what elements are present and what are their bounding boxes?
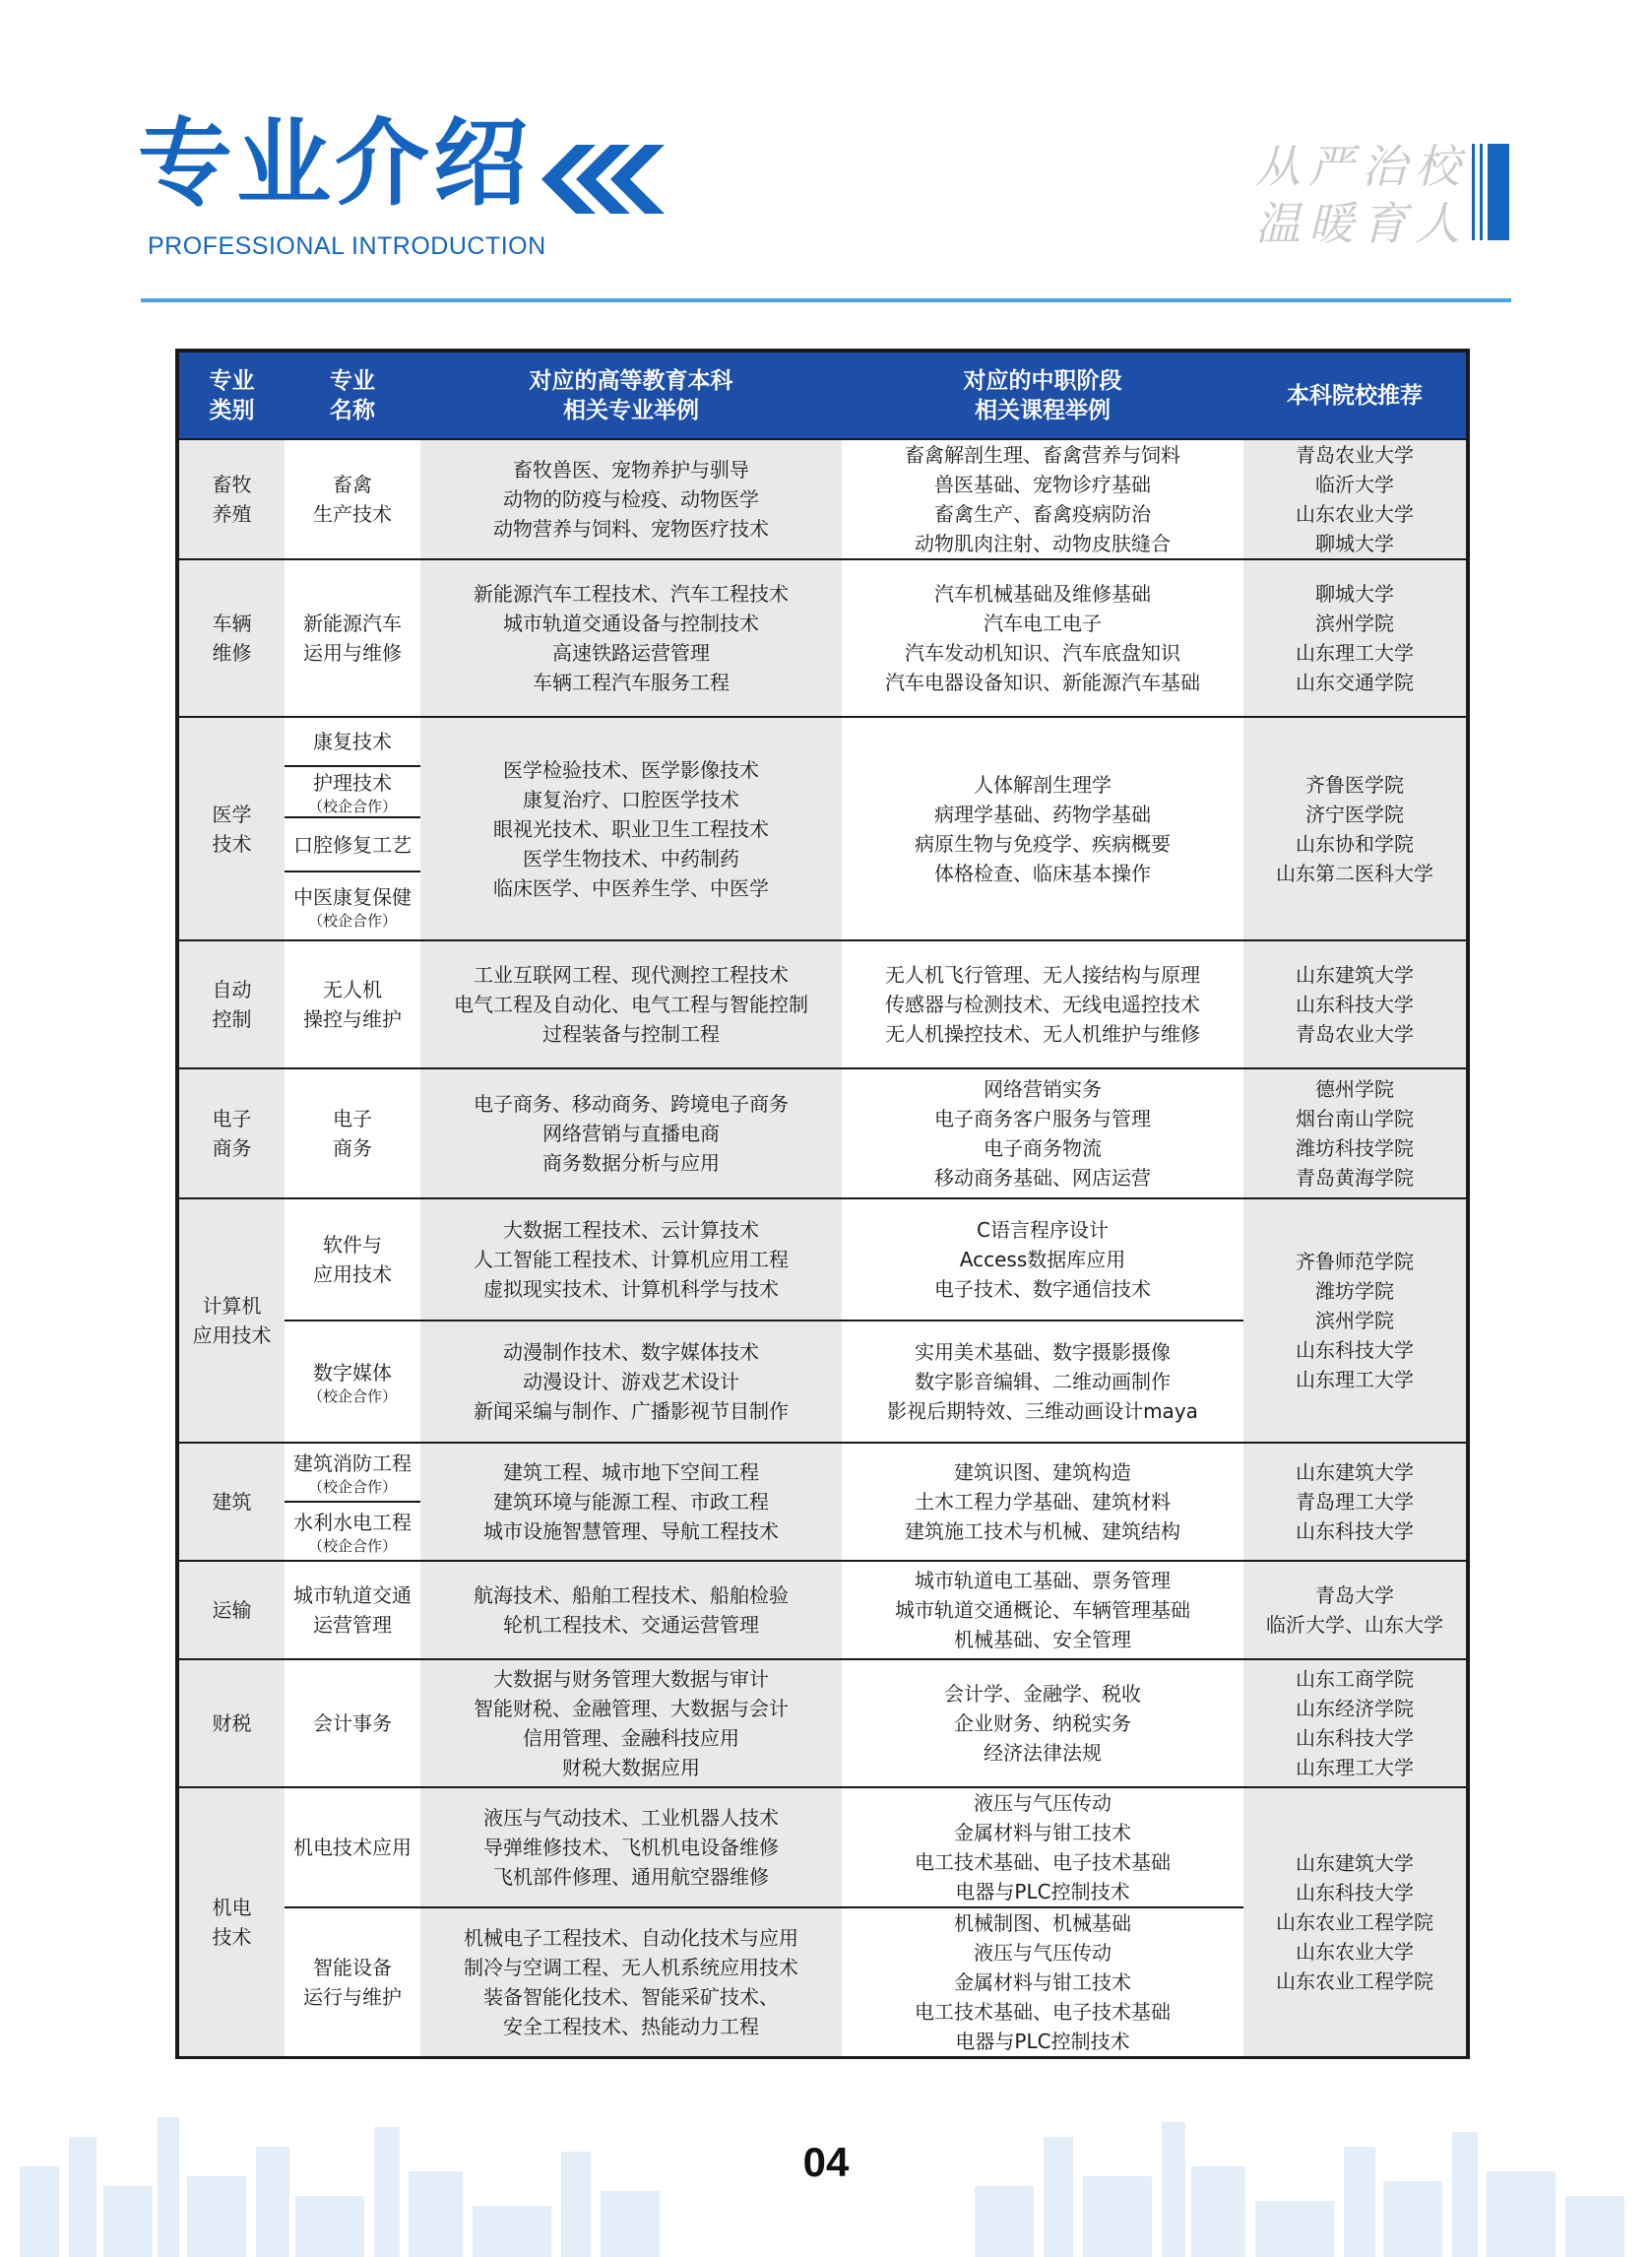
courses-cell: 城市轨道电工基础、票务管理 城市轨道交通概论、车辆管理基础 机械基础、安全管理 [842,1561,1243,1659]
motto-line-2: 温暖育人 [1255,197,1468,250]
major-name-text: 口腔修复工艺 [293,832,412,857]
schools-cell: 青岛农业大学 临沂大学 山东农业大学 聊城大学 [1243,439,1466,559]
category-cell: 计算机 应用技术 [179,1198,285,1443]
table-row [179,1561,1466,1659]
schools-cell: 山东建筑大学 青岛理工大学 山东科技大学 [1243,1443,1466,1561]
major-name-cell [285,717,420,766]
page-number: 04 [802,2139,850,2185]
category-cell: 机电 技术 [179,1787,285,2056]
major-name-text: 机电技术应用 [293,1836,412,1859]
major-name-cell [285,766,420,817]
major-name-cell: 城市轨道交通 运营管理 [285,1561,420,1659]
major-name-cell [285,1198,420,1321]
undergrad-majors-cell: 医学检验技术、医学影像技术 康复治疗、口腔医学技术 眼视光技术、职业卫生工程技术 医学生物技术、中药制药 临床医学、中医养生学、中医学 [420,717,842,940]
courses-cell: 会计学、金融学、税收 企业财务、纳税实务 经济法律法规 [842,1659,1243,1787]
undergrad-majors-cell: 大数据与财务管理大数据与审计 智能财税、金融管理、大数据与会计 信用管理、金融科技应用 财税大数据应用 [420,1659,842,1787]
undergrad-majors-cell: 动漫制作技术、数字媒体技术 动漫设计、游戏艺术设计 新闻采编与制作、广播影视节目制作 [420,1321,842,1443]
major-name-text: 软件与 应用技术 [313,1233,392,1286]
decorative-bars [1472,144,1511,240]
schools-cell: 德州学院 烟台南山学院 潍坊科技学院 青岛黄海学院 [1243,1068,1466,1198]
undergrad-majors-cell: 工业互联网工程、现代测控工程技术 电气工程及自动化、电气工程与智能控制 过程装备与控制工程 [420,940,842,1068]
schools-cell: 山东建筑大学 山东科技大学 山东农业工程学院 山东农业大学 山东农业工程学院 [1243,1787,1466,2056]
major-name-cell [285,1907,420,2056]
major-name-text: 护理技术 [313,771,392,795]
table-row [179,1659,1466,1787]
table-header-row [179,353,1466,439]
undergrad-majors-cell: 大数据工程技术、云计算技术 人工智能工程技术、计算机应用工程 虚拟现实技术、计算机科学与技术 [420,1198,842,1321]
major-name-cell: 畜禽 生产技术 [285,439,420,559]
header-major-name: 专业 名称 [285,353,420,439]
courses-cell: 实用美术基础、数字摄影摄像 数字影音编辑、二维动画制作 影视后期特效、三维动画设计maya [842,1321,1243,1443]
category-cell: 畜牧 养殖 [179,439,285,559]
major-name-cell [285,1787,420,1907]
motto-line-1: 从严治校 [1255,140,1468,193]
undergrad-majors-cell: 液压与气动技术、工业机器人技术 导弹维修技术、飞机机电设备维修 飞机部件修理、通用航空器维修 [420,1787,842,1907]
school-motto [1255,138,1472,252]
courses-cell: 人体解剖生理学 病理学基础、药物学基础 病原生物与免疫学、疾病概要 体格检查、临床基本操作 [842,717,1243,940]
major-name-cell [285,871,420,940]
schools-cell: 齐鲁医学院 济宁医学院 山东协和学院 山东第二医科大学 [1243,717,1466,940]
major-name-cell: 电子 商务 [285,1068,420,1198]
chevron-left-icon [537,140,665,219]
table-row [179,1443,1466,1502]
major-name-note: （校企合作） [307,1537,397,1555]
courses-cell: 建筑识图、建筑构造 土木工程力学基础、建筑材料 建筑施工技术与机械、建筑结构 [842,1443,1243,1561]
category-cell: 电子 商务 [179,1068,285,1198]
major-name-cell [285,817,420,871]
undergrad-majors-cell: 电子商务、移动商务、跨境电子商务 网络营销与直播电商 商务数据分析与应用 [420,1068,842,1198]
major-name-cell [285,1443,420,1502]
undergrad-majors-cell: 建筑工程、城市地下空间工程 建筑环境与能源工程、市政工程 城市设施智慧管理、导航工程技术 [420,1443,842,1561]
table-row [179,1787,1466,1907]
major-name-text: 水利水电工程 [293,1511,412,1534]
major-name-note: （校企合作） [307,798,397,815]
schools-cell: 聊城大学 滨州学院 山东理工大学 山东交通学院 [1243,559,1466,717]
header-schools: 本科院校推荐 [1243,353,1466,439]
major-name-note: （校企合作） [307,1478,397,1496]
major-name-cell [285,1321,420,1443]
undergrad-majors-cell: 新能源汽车工程技术、汽车工程技术 城市轨道交通设备与控制技术 高速铁路运营管理 车辆工程汽车服务工程 [420,559,842,717]
table-row [179,717,1466,766]
table-row [179,1198,1466,1321]
courses-cell: 网络营销实务 电子商务客户服务与管理 电子商务物流 移动商务基础、网店运营 [842,1068,1243,1198]
courses-cell: 畜禽解剖生理、畜禽营养与饲料 兽医基础、宠物诊疗基础 畜禽生产、畜禽疫病防治 动物肌肉注射、动物皮肤缝合 [842,439,1243,559]
header-category: 专业 类别 [179,353,285,439]
majors-table-wrapper [175,349,1470,2059]
schools-cell: 山东建筑大学 山东科技大学 青岛农业大学 [1243,940,1466,1068]
schools-cell: 山东工商学院 山东经济学院 山东科技大学 山东理工大学 [1243,1659,1466,1787]
major-name-cell [285,1502,420,1561]
table-row [179,940,1466,1068]
courses-cell: C语言程序设计 Access数据库应用 电子技术、数字通信技术 [842,1198,1243,1321]
schools-cell: 齐鲁师范学院 潍坊学院 滨州学院 山东科技大学 山东理工大学 [1243,1198,1466,1443]
header-divider [141,298,1511,302]
major-name-text: 建筑消防工程 [293,1451,412,1475]
major-name-text: 康复技术 [313,730,392,753]
undergrad-majors-cell: 机械电子工程技术、自动化技术与应用 制冷与空调工程、无人机系统应用技术 装备智能化技术、智能采矿技术、 安全工程技术、热能动力工程 [420,1907,842,2056]
undergrad-majors-cell: 畜牧兽医、宠物养护与驯导 动物的防疫与检疫、动物医学 动物营养与饲料、宠物医疗技术 [420,439,842,559]
majors-table [179,353,1466,2056]
schools-cell: 青岛大学 临沂大学、山东大学 [1243,1561,1466,1659]
category-cell: 建筑 [179,1443,285,1561]
major-name-note: （校企合作） [307,912,397,930]
category-cell: 自动 控制 [179,940,285,1068]
category-cell: 财税 [179,1659,285,1787]
header-undergrad-majors: 对应的高等教育本科 相关专业举例 [420,353,842,439]
courses-cell: 机械制图、机械基础 液压与气压传动 金属材料与钳工技术 电工技术基础、电子技术基础 电器与PLC控制技术 [842,1907,1243,2056]
courses-cell: 汽车机械基础及维修基础 汽车电工电子 汽车发动机知识、汽车底盘知识 汽车电器设备知识、新能源汽车基础 [842,559,1243,717]
table-row [179,1068,1466,1198]
table-row [179,439,1466,559]
major-name-cell: 新能源汽车 运用与维修 [285,559,420,717]
major-name-text: 智能设备 运行与维护 [303,1956,402,2009]
undergrad-majors-cell: 航海技术、船舶工程技术、船舶检验 轮机工程技术、交通运营管理 [420,1561,842,1659]
page-title: 专业介绍 [138,108,532,219]
header-courses: 对应的中职阶段 相关课程举例 [842,353,1243,439]
major-name-note: （校企合作） [307,1387,397,1405]
major-name-text: 数字媒体 [313,1361,392,1385]
major-name-text: 中医康复保健 [293,885,412,909]
major-name-cell: 无人机 操控与维护 [285,940,420,1068]
courses-cell: 液压与气压传动 金属材料与钳工技术 电工技术基础、电子技术基础 电器与PLC控制技术 [842,1787,1243,1907]
category-cell: 运输 [179,1561,285,1659]
category-cell: 车辆 维修 [179,559,285,717]
table-row [179,559,1466,717]
major-name-cell: 会计事务 [285,1659,420,1787]
category-cell: 医学 技术 [179,717,285,940]
courses-cell: 无人机飞行管理、无人接结构与原理 传感器与检测技术、无线电遥控技术 无人机操控技术、无人机维护与维修 [842,940,1243,1068]
page-subtitle: PROFESSIONAL INTRODUCTION [148,232,546,260]
